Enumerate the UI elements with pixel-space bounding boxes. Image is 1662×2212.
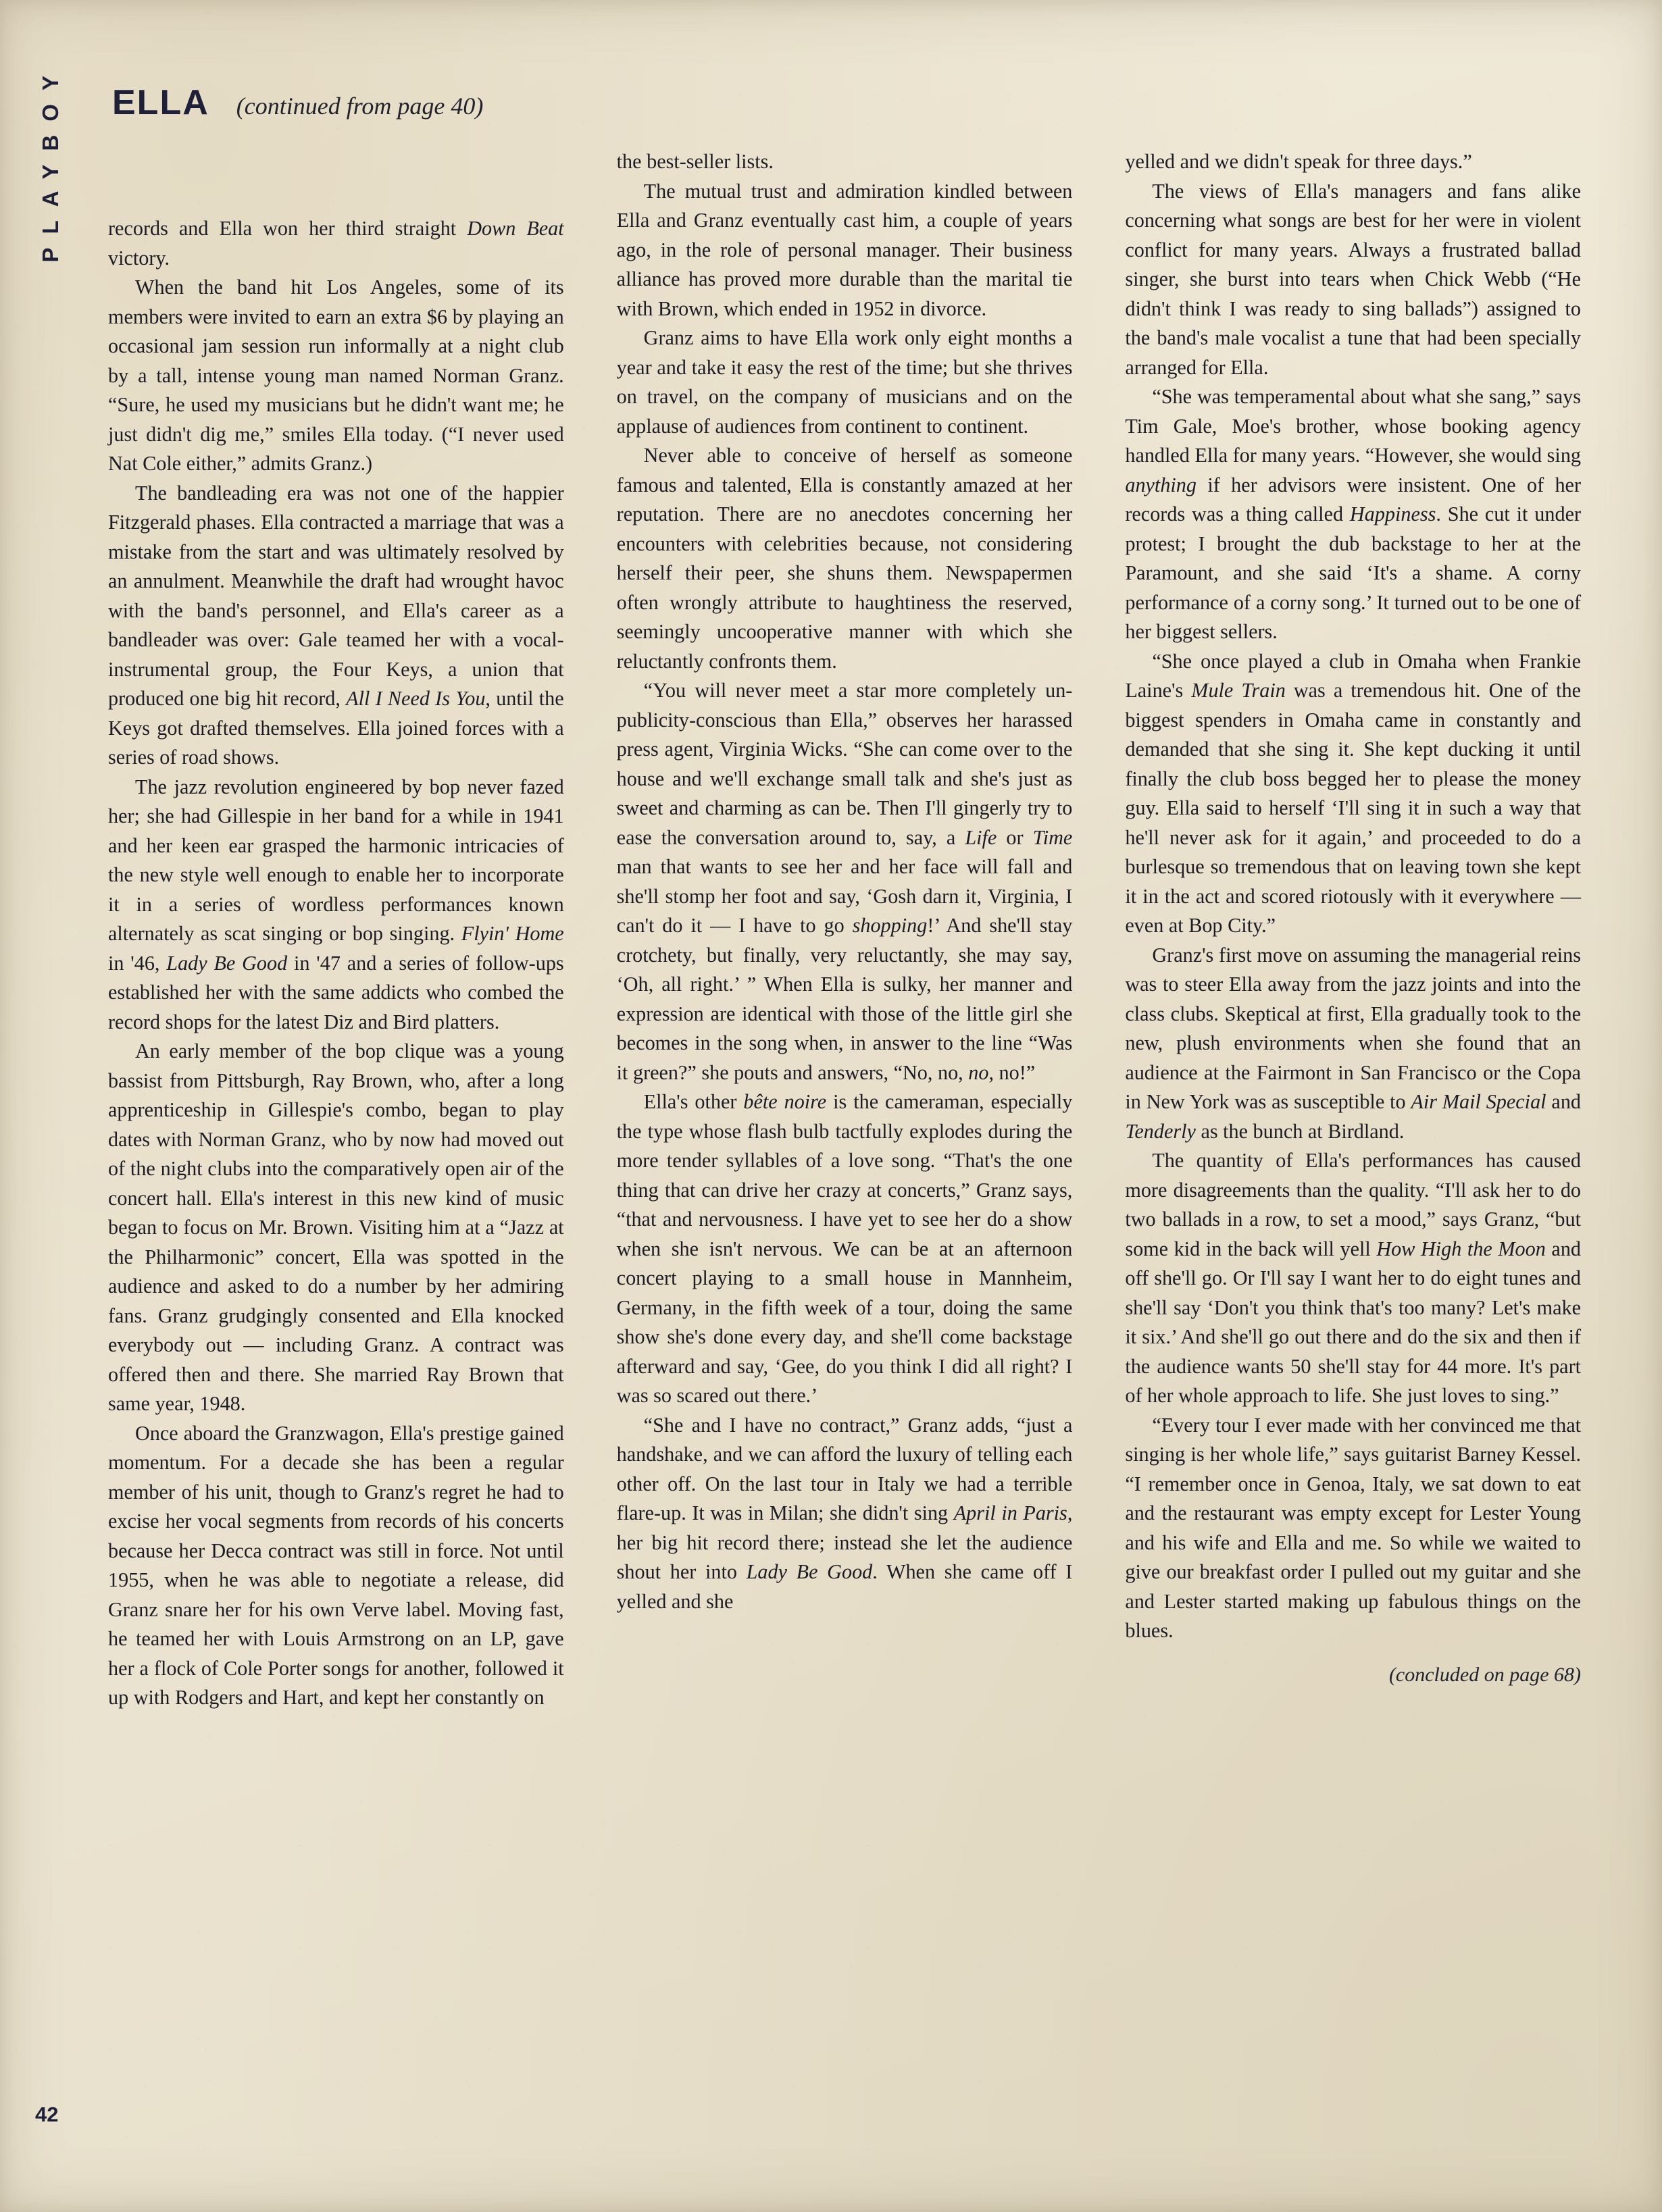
page-number: 42 xyxy=(35,2103,59,2126)
article-header xyxy=(112,82,612,123)
italic-title: Mule Train xyxy=(1191,679,1286,702)
italic-title: no xyxy=(968,1060,989,1084)
body-paragraph: “She once played a club in Omaha when Frankie Laine's Mule Train was a tremendous hit. One of the biggest spenders in Omaha came in constantly and demanded that she sing it. She kept ducking it until finally the club boss begged her to please the money guy. Ella said to herself ‘I'll sing it in such a way that he'll never ask for it again,’ and proceeded to do a burlesque so tremendous that on leaving town she kept it in the act and scored riotously with it everywhere — even at Bop City.” xyxy=(1125,649,1582,937)
text-column-3 xyxy=(1125,147,1581,2126)
italic-title: Tenderly xyxy=(1125,1119,1196,1143)
body-paragraph: When the band hit Los Angeles, some of its members were invited to earn an extra $6 by playing an occasional jam session run informally at a night club by a tall, intense young man named Norman Granz. “Sure, he used my musicians but he didn't want me; he just didn't dig me,” smiles Ella today. (“I never used Nat Cole either,” admits Granz.) xyxy=(108,276,564,475)
text-column-1 xyxy=(108,147,564,2126)
italic-title: Down Beat xyxy=(467,217,564,240)
body-paragraph: The bandleading era was not one of the happier Fitzgerald phases. Ella contracted a marriage that was a mistake from the start and was ultimately resolved by an annulment. Meanwhile the draft had wrought havoc with the band's personnel, and Ella's career as a bandleader was over: Gale teamed her with a vocal-instrumental group, the Four Keys, a union that produced one big hit record, All I Need Is You, until the Keys got drafted themselves. Ella joined forces with a series of road shows. xyxy=(108,481,564,769)
body-paragraph: “You will never meet a star more completely un-publicity-conscious than Ella,” observes her harassed press agent, Virginia Wicks. “She can come over to the house and we'll exchange small talk and she's just as sweet and charming as can be. Then I'll gingerly try to ease the conversation around to, say, a Life or Time man that wants to see her and her face will fall and she'll stomp her foot and say, ‘Gosh darn it, Virginia, I can't do it — I have to go shopping!’ And she'll stay crotchety, but finally, very reluctantly, she may say, ‘Oh, all right.’ ” When Ella is sulky, her manner and expression are identical with those of the little girl she becomes in the song when, in answer to the line “Was it green?” she pouts and answers, “No, no, no, no!” xyxy=(616,679,1073,1084)
body-paragraph: The quantity of Ella's performances has caused more disagreements than the quality. “I'll ask her to do two ballads in a row, to set a mood,” says Granz, “but some kid in the back will yell How High the Moon and off she'll go. Or I'll say I want her to do eight tunes and she'll say ‘Don't you think that's too many? Let's make it six.’ And she'll go out there and do the six and then if the audience wants 50 she'll stay for 44 more. It's part of her whole approach to life. She just loves to sing.” xyxy=(1125,1149,1582,1407)
body-paragraph: The jazz revolution engineered by bop never fazed her; she had Gillespie in her band for a while in 1941 and her keen ear grasped the harmonic intricacies of the new style well enough to enable her to incorporate it in a series of wordless performances known alternately as scat singing or bop singing. Flyin' Home in '46, Lady Be Good in '47 and a series of follow-ups established her with the same addicts who combed the record shops for the latest Diz and Bird platters. xyxy=(108,775,564,1033)
body-paragraph: Granz aims to have Ella work only eight months a year and take it easy the rest of the time; but she thrives on travel, on the company of musicians and on the applause of audiences from continent to continent. xyxy=(616,326,1073,438)
article-body xyxy=(108,147,1581,2126)
italic-title: Time xyxy=(1032,825,1073,849)
body-paragraph: “She was temperamental about what she sang,” says Tim Gale, Moe's brother, whose booking agency handled Ella for many years. “However, she would sing anything if her advisors were insistent. One of her records was a thing called Happiness. She cut it under protest; I brought the dub backstage to her at the Paramount, and she said ‘It's a shame. A corny performance of a corny song.’ It turned out to be one of her biggest sellers. xyxy=(1125,385,1582,643)
body-paragraph: yelled and we didn't speak for three days.” xyxy=(1125,150,1472,173)
continued-from-note: (continued from page 40) xyxy=(236,93,484,120)
body-paragraph: Once aboard the Granzwagon, Ella's prestige gained momentum. For a decade she has been a regular member of his unit, though to Granz's regret he had to excise her vocal segments from records of his concerts because her Decca contract was still in force. Not until 1955, when he was able to negotiate a release, did Granz snare her for his own Verve label. Moving fast, he teamed her with Louis Armstrong on an LP, gave her a flock of Cole Porter songs for another, followed it up with Rodgers and Hart, and kept her constantly on xyxy=(108,1421,564,1709)
italic-title: How High the Moon xyxy=(1376,1237,1546,1260)
italic-title: Happiness xyxy=(1349,503,1436,525)
page-title: ELLA xyxy=(112,83,209,122)
body-paragraph: Never able to conceive of herself as someone famous and talented, Ella is constantly amazed at her reputation. There are no anecdotes concerning her encounters with celebrities because, not considering herself their peer, she shuns them. Newspapermen often wrongly attribute to haughtiness the reserved, seemingly uncooperative manner with which she reluctantly confronts them. xyxy=(616,444,1073,673)
body-paragraph: An early member of the bop clique was a young bassist from Pittsburgh, Ray Brown, who, after a long apprenticeship in Gillespie's combo, began to play dates with Norman Granz, who by now had moved out of the night clubs into the comparatively open air of the concert hall. Ella's interest in this new kind of music began to focus on Mr. Brown. Visiting him at a “Jazz at the Philharmonic” concert, Ella was spotted in the audience and asked to do a number by her admiring fans. Granz grudgingly consented and Ella knocked everybody out — including Granz. A contract was offered then and there. She married Ray Brown that same year, 1948. xyxy=(108,1039,564,1415)
body-paragraph: records and Ella won her third straight Down Beat victory. xyxy=(108,217,564,269)
text-column-2 xyxy=(617,147,1073,2126)
body-paragraph: The views of Ella's managers and fans alike concerning what songs are best for her were in violent conflict for many years. Always a frustrated ballad singer, she burst into tears when Chick Webb (“He didn't think I was ready to sing ballads”) assigned to the band's male vocalist a tune that had been specially arranged for Ella. xyxy=(1125,179,1582,379)
italic-title: April in Paris xyxy=(953,1501,1067,1524)
italic-title: shopping xyxy=(852,914,928,937)
italic-title: anything xyxy=(1125,473,1197,496)
body-paragraph: Granz's first move on assuming the managerial reins was to steer Ella away from the jazz joints and into the class clubs. Skeptical at first, Ella gradually took to the new, plush environments when she found that an audience at the Fairmont in San Francisco or the Copa in New York was as susceptible to Air Mail Special and Tenderly as the bunch at Birdland. xyxy=(1125,943,1582,1143)
body-paragraph: The mutual trust and admiration kindled between Ella and Granz eventually cast him, a couple of years ago, in the role of personal manager. Their business alliance has proved more durable than the marital tie with Brown, which ended in 1952 in divorce. xyxy=(616,179,1073,320)
spine-label: PLAYBOY xyxy=(38,62,63,263)
magazine-spine-wordmark xyxy=(30,62,72,346)
concluded-on-page-note: (concluded on page 68) xyxy=(1388,1663,1582,1686)
italic-title: Flyin' Home xyxy=(461,922,564,945)
body-paragraph: the best-seller lists. xyxy=(616,150,774,173)
body-paragraph: “Every tour I ever made with her convinced me that singing is her whole life,” says guitarist Barney Kessel. “I remember once in Genoa, Italy, we sat down to eat and the restaurant was empty except for Lester Young and his wife and Ella and me. So while we waited to give our breakfast order I pulled out my guitar and she and Lester started making up fabulous things on the blues. xyxy=(1125,1413,1582,1642)
italic-title: Lady Be Good xyxy=(746,1560,873,1583)
italic-title: Life xyxy=(965,825,997,849)
italic-title: bête noire xyxy=(743,1090,827,1113)
italic-title: Air Mail Special xyxy=(1411,1090,1546,1113)
italic-title: Lady Be Good xyxy=(166,951,288,975)
body-paragraph: Ella's other bête noire is the cameraman, especially the type whose flash bulb tactfully explodes during the more tender syllables of a love song. “That's the one thing that can drive her crazy at concerts,” Granz says, “that and nervousness. I have yet to see her do a show when she isn't nervous. We can be at an afternoon concert playing to a small house in Mannheim, Germany, in the fifth week of a tour, doing the same show she's done every day, and she'll come backstage afterward and say, ‘Gee, do you think I did all right? I was so scared out there.’ xyxy=(616,1090,1073,1407)
body-paragraph: “She and I have no contract,” Granz adds, “just a handshake, and we can afford the luxury of telling each other off. On the last tour in Italy we had a terrible flare-up. It was in Milan; she didn't sing April in Paris, her big hit record there; instead she let the audience shout her into Lady Be Good. When she came off I yelled and she xyxy=(616,1413,1073,1613)
italic-title: All I Need Is You xyxy=(346,687,486,710)
